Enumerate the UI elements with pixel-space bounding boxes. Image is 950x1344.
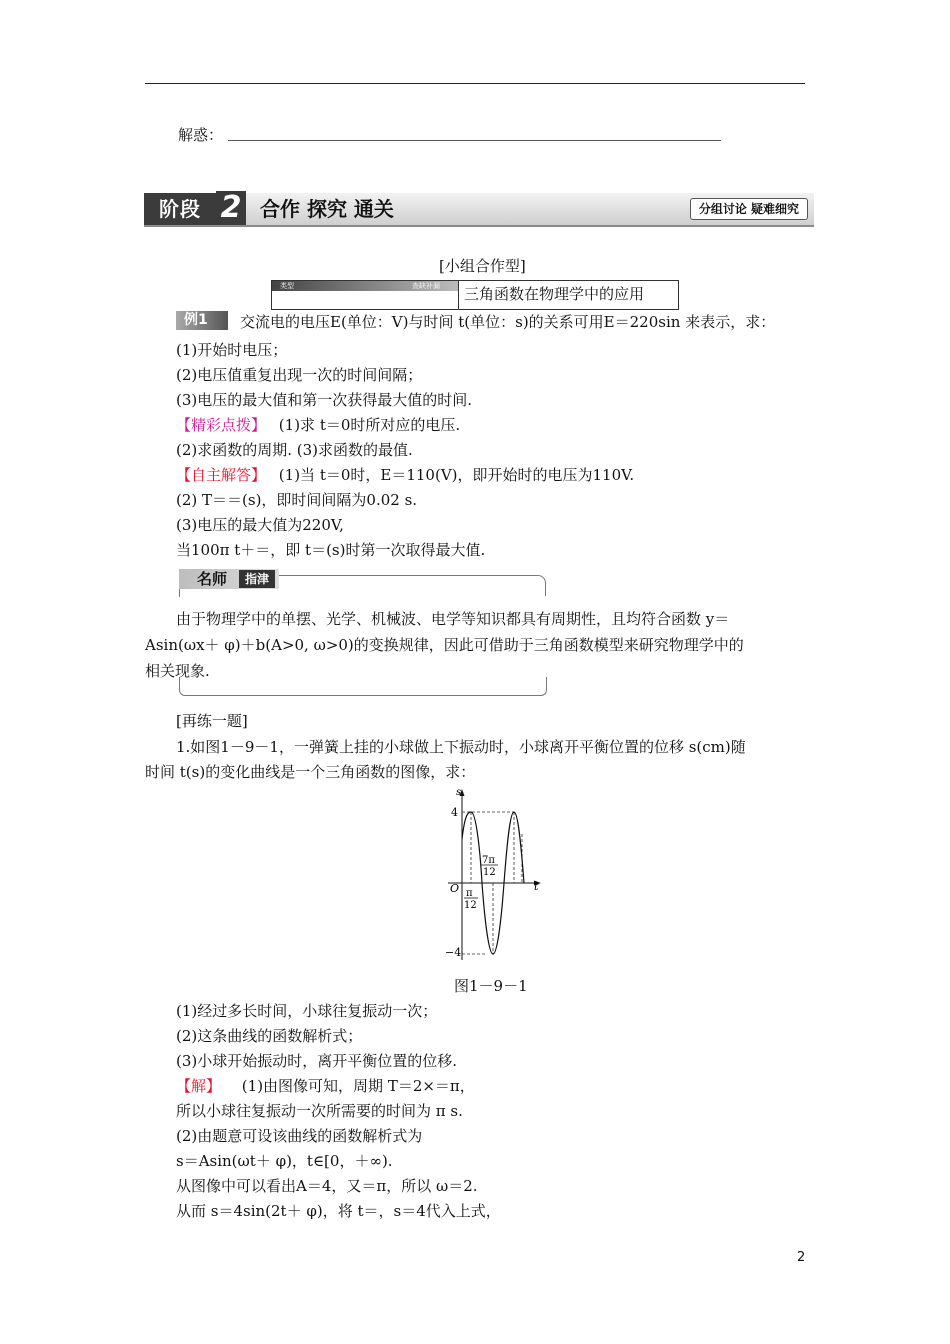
practice-stem-2: 时间 t(s)的变化曲线是一个三角函数的图像，求： <box>145 763 476 781</box>
y-min-label: −4 <box>445 946 462 959</box>
question-2: (2)这条曲线的函数解析式； <box>176 1027 363 1045</box>
x1-num: π <box>466 888 473 899</box>
x-axis-label: t <box>534 880 539 893</box>
answer-line-1 <box>176 464 634 485</box>
header-rule <box>145 83 805 84</box>
example-label: 例1 <box>176 311 228 330</box>
hint-text-2: (2)求函数的周期. (3)求函数的最值. <box>176 441 413 459</box>
answer-text-2: (2) T＝＝(s)，即时间间隔为0.02 s. <box>176 491 418 509</box>
group-type-label: [小组合作型] <box>439 257 526 275</box>
x1-den: 12 <box>464 900 477 911</box>
stage-number: 2 <box>216 191 246 225</box>
solution-text-2: 所以小球往复振动一次所需要的时间为 π s. <box>176 1102 463 1120</box>
solution-text-1: (1)由图像可知，周期 T＝2×＝π， <box>241 1077 475 1095</box>
teacher-tip-title: 名师 <box>197 570 228 588</box>
question-1: (1)经过多长时间，小球往复振动一次； <box>176 1002 438 1020</box>
solution-text-5: 从图像中可以看出A＝4，又＝π，所以 ω＝2. <box>176 1177 478 1195</box>
stage-label: 阶段 <box>144 193 216 225</box>
answer-text-3: (3)电压的最大值为220V, <box>176 516 344 534</box>
teacher-tip-line-1: 由于物理学中的单摆、光学、机械波、电学等知识都具有周期性，且均符合函数 y＝ <box>176 610 730 628</box>
page-number: 2 <box>797 1250 806 1265</box>
type-box <box>271 280 679 310</box>
type-box-divider <box>458 281 459 309</box>
solution-text-4: s＝Asin(ωt＋ φ)，t∈[0，＋∞). <box>176 1152 393 1170</box>
stage-tagline: 分组讨论 疑难细究 <box>690 198 808 220</box>
answer-label: 【自主解答】 <box>176 466 267 484</box>
teacher-tip-top-border <box>279 575 546 596</box>
example-q3: (3)电压的最大值和第一次获得最大值的时间. <box>176 391 473 409</box>
hint-line-1 <box>176 414 460 435</box>
solution-label: 【解】 <box>176 1077 222 1095</box>
solution-text-3: (2)由题意可设该曲线的函数解析式为 <box>176 1127 423 1145</box>
answer-text-4: 当100π t＋＝，即 t＝(s)时第一次取得最大值. <box>176 541 486 559</box>
figure-caption: 图1－9－1 <box>454 977 528 995</box>
teacher-tip-line-2: Asin(ωx＋ φ)＋b(A>0, ω>0)的变换规律，因此可借助于三角函数模型来研究物理学中的 <box>145 636 744 654</box>
hint-label: 【精彩点拨】 <box>176 416 267 434</box>
practice-stem-1: 1.如图1－9－1，一弹簧上挂的小球做上下振动时，小球离开平衡位置的位移 s(cm)随 <box>176 738 746 756</box>
teacher-tip-line-3: 相关现象. <box>145 662 210 680</box>
teacher-tip-title-2: 指津 <box>239 570 275 588</box>
teacher-tip-header <box>179 569 279 589</box>
example-q1: (1)开始时电压； <box>176 341 288 359</box>
solution-text-6: 从而 s＝4sin(2t＋ φ)，将 t＝，s＝4代入上式， <box>176 1202 501 1220</box>
type-tag-2: 查缺补漏 <box>412 282 440 290</box>
answer-text-1: (1)当 t＝0时，E＝110(V)，即开始时的电压为110V. <box>278 466 635 484</box>
practice-label: [再练一题] <box>176 712 248 730</box>
example-stem: 交流电的电压E(单位：V)与时间 t(单位：s)的关系可用E＝220sin 来表示，求： <box>240 313 776 331</box>
type-tag: 类型 <box>280 282 294 290</box>
question-3: (3)小球开始振动时，离开平衡位置的位移. <box>176 1052 458 1070</box>
teacher-tip-left-border <box>179 589 180 597</box>
hint-text-1: (1)求 t＝0时所对应的电压. <box>278 416 461 434</box>
type-name: 三角函数在物理学中的应用 <box>464 285 645 303</box>
teacher-tip-box <box>179 569 547 697</box>
solution-line-1 <box>176 1075 475 1096</box>
y-max-label: 4 <box>451 806 458 819</box>
jiehuo-blank-line <box>228 140 721 141</box>
example-q2: (2)电压值重复出现一次的时间间隔； <box>176 366 423 384</box>
x2-den: 12 <box>483 867 496 878</box>
stage-title: 合作 探究 通关 <box>260 197 394 221</box>
y-axis-label: s <box>456 787 462 798</box>
teacher-tip-bottom-border <box>179 677 547 696</box>
jiehuo-label: 解惑： <box>178 126 224 144</box>
origin-label: O <box>450 882 460 895</box>
stage-banner <box>144 190 814 225</box>
x2-num: 7π <box>482 855 495 866</box>
sine-figure <box>440 784 550 964</box>
